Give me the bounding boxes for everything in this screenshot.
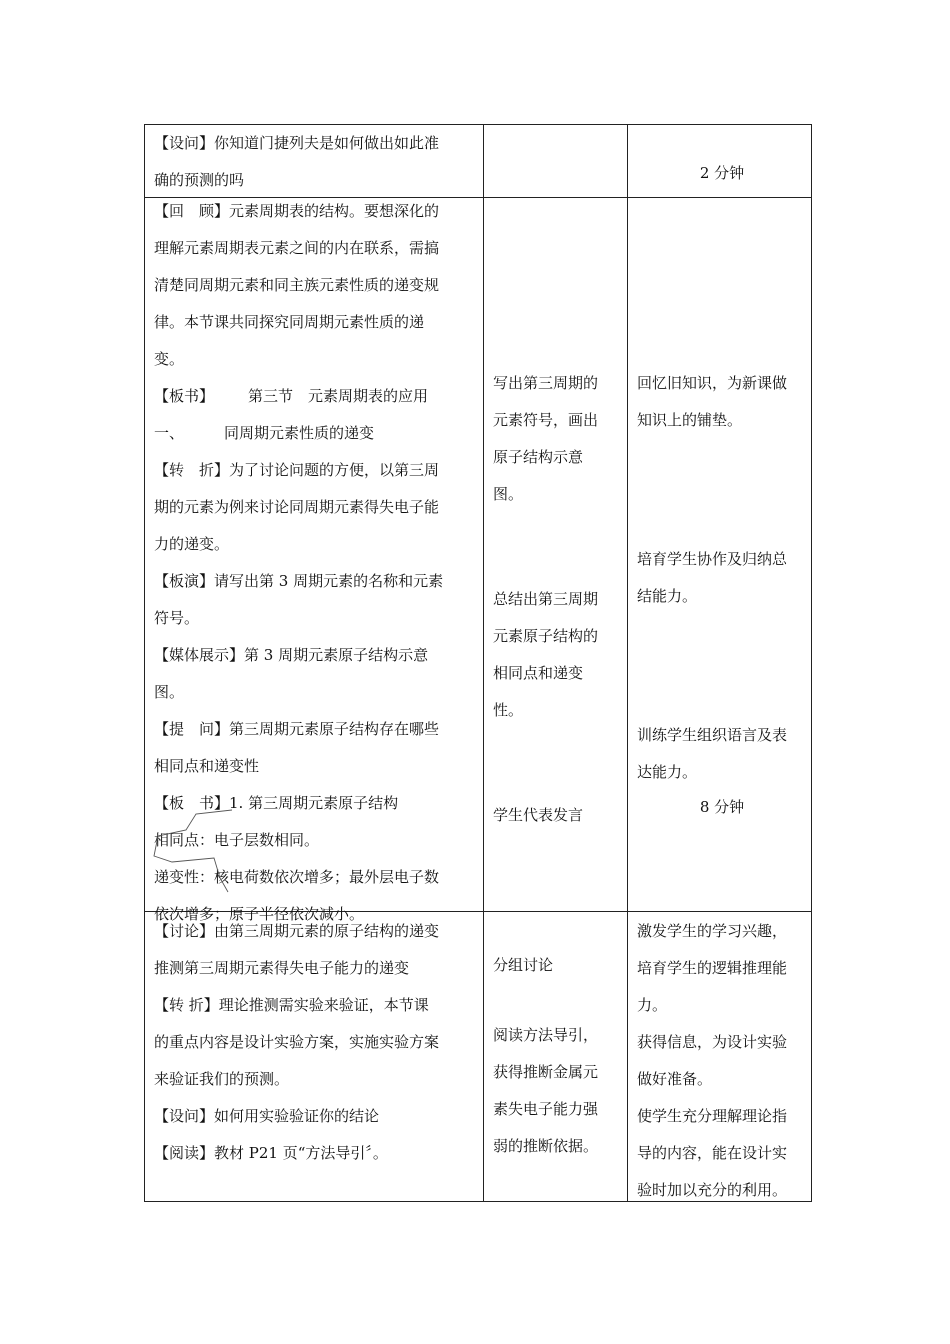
text-line: 获得推断金属元: [493, 1063, 599, 1081]
row2-student-activity-b: [493, 581, 623, 729]
text-line: 总结出第三周期: [493, 590, 599, 608]
text-line: 【阅读】教材 P21 页“方法导引〞。: [154, 1144, 388, 1162]
text-line: 培育学生的逻辑推理能: [637, 959, 788, 977]
board-heading: [154, 378, 479, 415]
text-line: 做好准备。: [637, 1070, 713, 1088]
row2-time: [637, 789, 807, 826]
text-line: 【讨论】由第三周期元素的原子结构的递变: [154, 922, 440, 940]
text-line: 【板 书】1. 第三周期元素原子结构: [154, 794, 399, 812]
text-line: 符号。: [154, 609, 200, 627]
text-line: 激发学生的学习兴趣，: [637, 922, 788, 940]
text-line: 回忆旧知识，为新课做: [637, 374, 788, 392]
section-number: 一、: [154, 424, 185, 442]
row2-student-activity-a: [493, 365, 623, 513]
text-line: 写出第三周期的: [493, 374, 599, 392]
text-line: 【转 折】为了讨论问题的方便，以第三周: [154, 461, 440, 479]
section-title: 第三节 元素周期表的应用: [248, 387, 429, 405]
text-line: 验时加以充分的利用。: [637, 1181, 788, 1199]
text-line: 元素原子结构的: [493, 627, 599, 645]
lesson-plan-table: [144, 124, 812, 1202]
text-line: 【板演】请写出第 3 周期元素的名称和元素: [154, 572, 444, 590]
text-line: 【提 问】第三周期元素原子结构存在哪些: [154, 720, 440, 738]
text-line: 【媒体展示】第 3 周期元素原子结构示意: [154, 646, 429, 664]
row3-teacher-activity: [154, 913, 479, 1172]
text-line: 弱的推断依据。: [493, 1137, 599, 1155]
board-subheading: [154, 415, 479, 452]
text-line: 元素符号，画出: [493, 411, 599, 429]
subsection-title: 同周期元素性质的递变: [224, 424, 375, 442]
text-line: 【设问】你知道门捷列夫是如何做出如此准: [154, 134, 440, 152]
text-line: 的重点内容是设计实验方案，实施实验方案: [154, 1033, 440, 1051]
text-line: 【设问】如何用实验验证你的结论: [154, 1107, 380, 1125]
text-line: 图。: [154, 683, 185, 701]
text-line: 相同点和递变: [493, 664, 584, 682]
text-line: 图。: [493, 485, 524, 503]
text-line: 变。: [154, 350, 185, 368]
text-line: 力。: [637, 996, 668, 1014]
text-line: 相同点：电子层数相同。: [154, 831, 320, 849]
text-line: 理解元素周期表元素之间的内在联系，需搞: [154, 239, 440, 257]
row2-purpose-c: [637, 717, 807, 791]
text-line: 【回 顾】元素周期表的结构。要想深化的: [154, 202, 440, 220]
text-line: 期的元素为例来讨论同周期元素得失电子能: [154, 498, 440, 516]
text-line: 获得信息，为设计实验: [637, 1033, 788, 1051]
text-line: 导的内容，能在设计实: [637, 1144, 788, 1162]
column-divider: [483, 125, 484, 1201]
text-line: 推测第三周期元素得失电子能力的递变: [154, 959, 410, 977]
row2-purpose-b: [637, 541, 807, 615]
row3-student-activity-b: [493, 1017, 623, 1165]
text-line: 知识上的铺垫。: [637, 411, 743, 429]
text-line: 递变性：核电荷数依次增多；最外层电子数: [154, 868, 440, 886]
text-line: 训练学生组织语言及表: [637, 726, 788, 744]
row2-student-activity-c: [493, 797, 623, 834]
text-line: 清楚同周期元素和同主族元素性质的递变规: [154, 276, 440, 294]
row3-purpose: [637, 913, 807, 1209]
text-line: 培育学生协作及归纳总: [637, 550, 788, 568]
text-line: 原子结构示意: [493, 448, 584, 466]
row2-purpose-a: [637, 365, 807, 439]
row1-teacher-activity: [154, 125, 479, 199]
text-line: 依次增多；原子半径依次减小。: [154, 905, 365, 923]
text-line: 分组讨论: [493, 956, 554, 974]
text-line: 性。: [493, 701, 524, 719]
text-line: 确的预测的吗: [154, 171, 245, 189]
text-line: 相同点和递变性: [154, 757, 260, 775]
text-line: 【转 折】理论推测需实验来验证，本节课: [154, 996, 429, 1014]
text-line: 力的递变。: [154, 535, 230, 553]
time-label: 8 分钟: [699, 798, 745, 816]
row1-time: [637, 155, 807, 192]
text-line: 阅读方法导引，: [493, 1026, 599, 1044]
column-divider: [627, 125, 628, 1201]
row3-student-activity-a: [493, 947, 623, 984]
row2-teacher-activity: [154, 193, 479, 933]
time-label: 2 分钟: [699, 164, 745, 182]
text-line: 使学生充分理解理论指: [637, 1107, 788, 1125]
text-line: 律。本节课共同探究同周期元素性质的递: [154, 313, 425, 331]
text-line: 学生代表发言: [493, 806, 584, 824]
text-line: 结能力。: [637, 587, 698, 605]
text-line: 达能力。: [637, 763, 698, 781]
text-line: 来验证我们的预测。: [154, 1070, 290, 1088]
text-line: 素失电子能力强: [493, 1100, 599, 1118]
board-label: 【板书】: [154, 387, 215, 405]
